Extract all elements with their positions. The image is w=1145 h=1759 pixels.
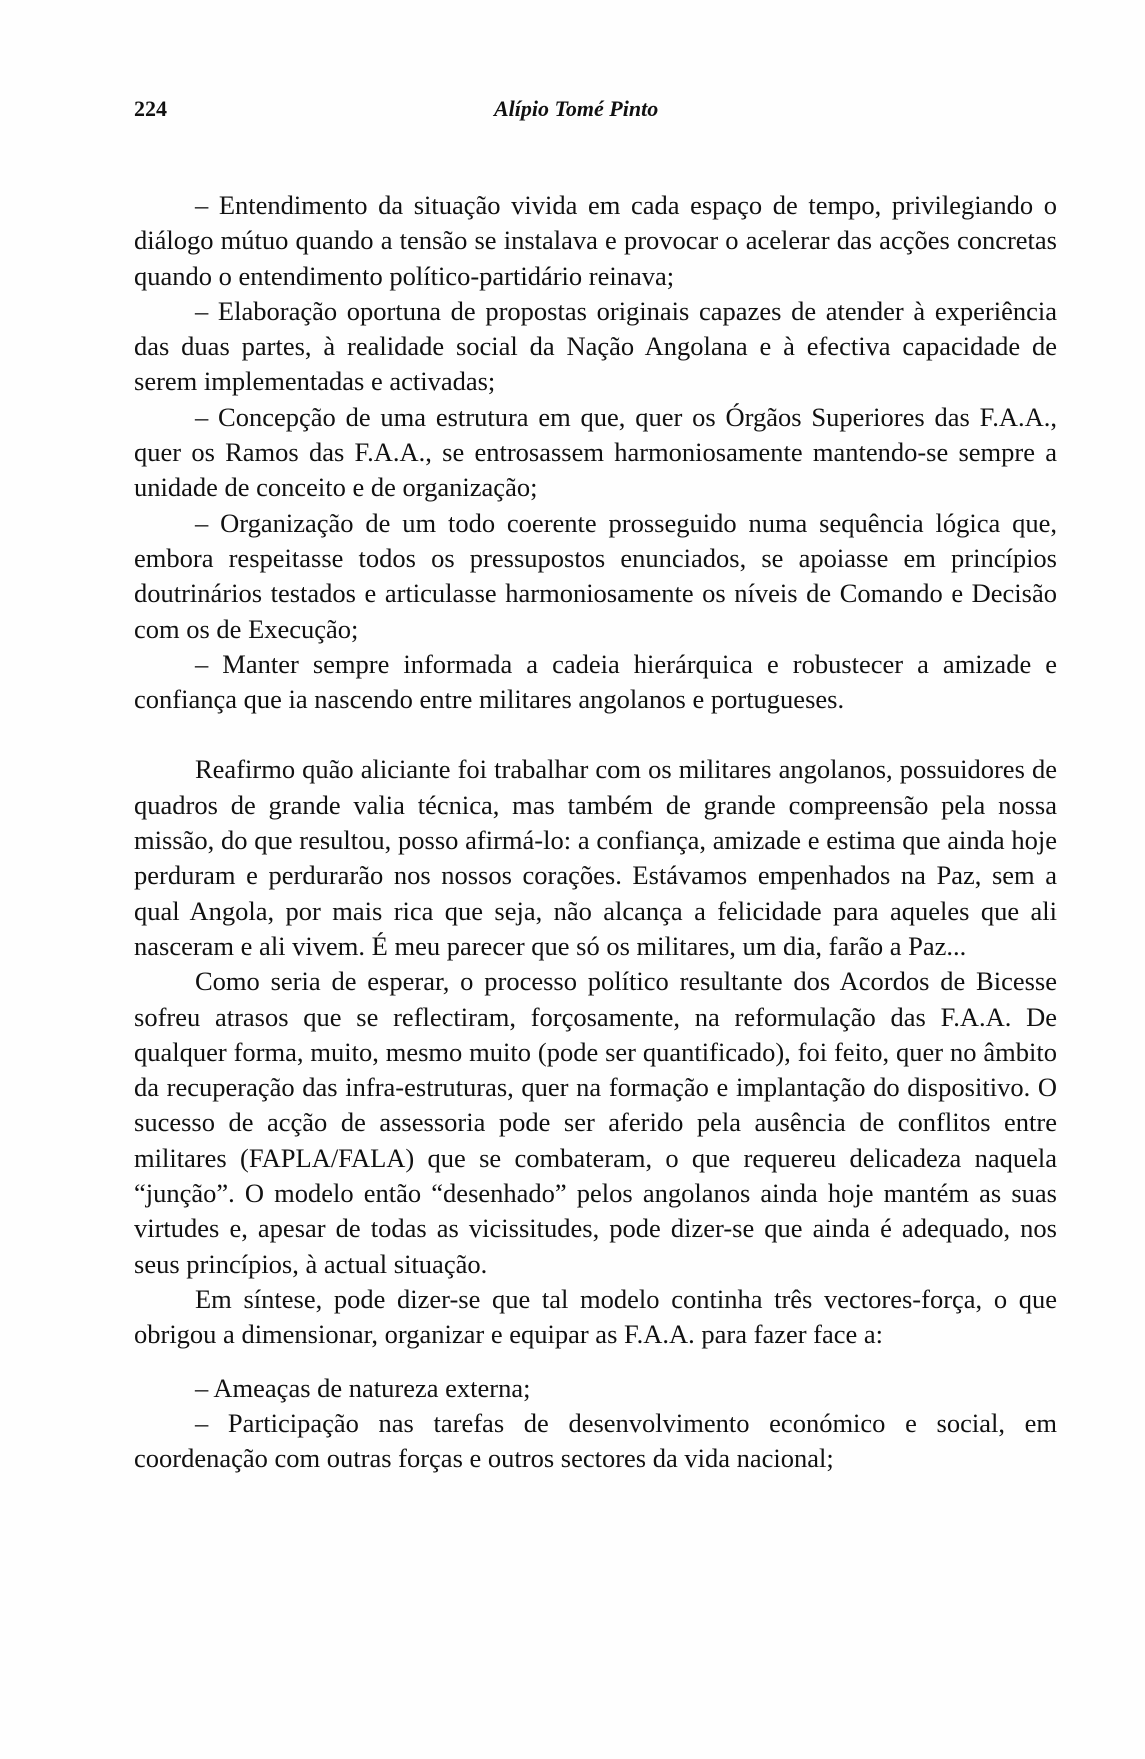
paragraph-em-sintese: Em síntese, pode dizer-se que tal modelo continha três vectores-força, o que obrigou a dimensionar, organizar e equipar as F.A.A. para fazer face a:: [134, 1283, 1057, 1350]
running-head-author: Alípio Tomé Pinto: [494, 96, 659, 121]
list-item-entendimento: – Entendimento da situação vivida em cada espaço de tempo, privilegiando o diálogo mútuo quando a tensão se instalava e provocar o acelerar das acções concretas quando o entendimento político-partidário reinava;: [134, 190, 1057, 291]
list-item-organizacao: – Organização de um todo coerente prosseguido numa sequência lógica que, embora respeitasse todos os pressupostos enunciados, se apoiasse em princípios doutrinários testados e articulasse harmoniosamente os níveis de Comando e Decisão com os de Execução;: [134, 507, 1057, 644]
list-item-concepcao: – Concepção de uma estrutura em que, quer os Órgãos Superiores das F.A.A., quer os Ramos das F.A.A., se entrosassem harmoniosamente mantendo-se sempre a unidade de conceito e de organização;: [134, 401, 1057, 503]
paragraph-como-seria: Como seria de esperar, o processo político resultante dos Acordos de Bicesse sofreu atrasos que se reflectiram, forçosamente, na reformulação das F.A.A. De qualquer forma, muito, mesmo muito (pode ser quantificado), foi feito, quer no âmbito da recuperação das infra-estruturas, quer na formação e implantação do dispositivo. O sucesso de acção de assessoria pode ser aferido pela ausência de conflitos entre militares (FAPLA/FALA) que se combateram, o que requereu delicadeza naquela “junção”. O modelo então “desenhado” pelos angolanos ainda hoje mantém as suas virtudes e, apesar de todas as vicissitudes, pode dizer-se que ainda é adequado, nos seus princípios, à actual situação.: [134, 966, 1057, 1279]
page-header: [134, 96, 1054, 130]
list-item-participacao: – Participação nas tarefas de desenvolvimento económico e social, em coordenação com outras forças e outros sectores da vida nacional;: [134, 1407, 1057, 1474]
body-text: [134, 188, 1057, 1476]
list-item-ameacas: – Ameaças de natureza externa;: [195, 1372, 531, 1403]
paragraph-reafirmo: Reafirmo quão aliciante foi trabalhar com os militares angolanos, possuidores de quadros de grande valia técnica, mas também de grande compreensão pela nossa missão, do que resultou, posso afirmá-lo: a confiança, amizade e estima que ainda hoje perduram e perdurarão nos nossos corações. Estávamos empenhados na Paz, sem a qual Angola, por mais rica que seja, não alcança a felicidade para aqueles que ali nasceram e ali vivem. É meu parecer que só os militares, um dia, farão a Paz...: [134, 754, 1057, 961]
page-number: 224: [134, 96, 167, 121]
list-item-manter: – Manter sempre informada a cadeia hierárquica e robustecer a amizade e confiança que ia nascendo entre militares angolanos e portugueses.: [134, 648, 1057, 715]
list-item-elaboracao: – Elaboração oportuna de propostas originais capazes de atender à experiência das duas partes, à realidade social da Nação Angolana e à efectiva capacidade de serem implementadas e activadas;: [134, 295, 1057, 397]
